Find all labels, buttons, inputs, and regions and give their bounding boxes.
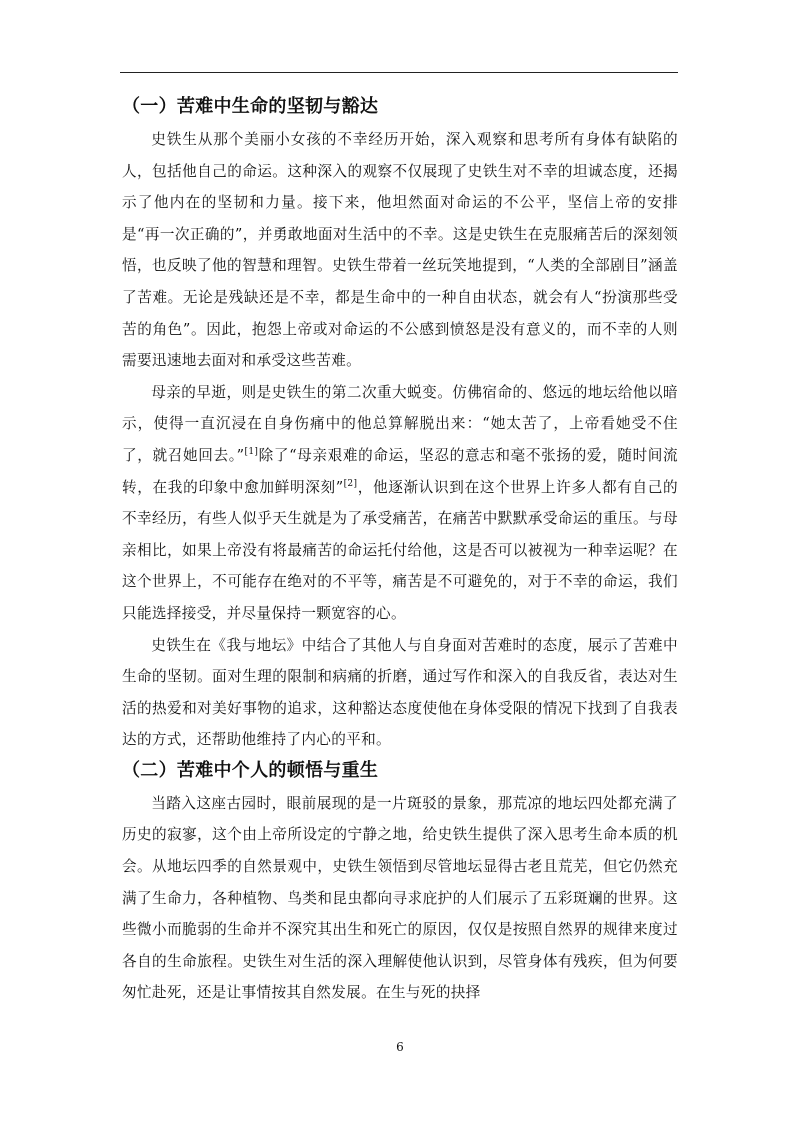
paragraph-2	[122, 377, 678, 630]
paragraph-2-text-b: 除了“母亲艰难的命运，坚忍的意志和毫不张扬的爱，随时间流转，在我的印象中愈加鲜明深刻”	[122, 446, 678, 496]
page-body	[122, 92, 678, 1009]
paragraph-1: 史铁生从那个美丽小女孩的不幸经历开始，深入观察和思考所有身体有缺陷的人，包括他自己的命运。这种深入的观察不仅展现了史铁生对不幸的坦诚态度，还揭示了他内在的坚韧和力量。接下来，他坦然面对命运的不公平，坚信上帝的安排是“再一次正确的”，并勇敢地面对生活中的不幸。这是史铁生在克服痛苦后的深刻领悟，也反映了他的智慧和理智。史铁生带着一丝玩笑地提到，“人类的全部剧目”涵盖了苦难。无论是残缺还是不幸，都是生命中的一种自由状态，就会有人“扮演那些受苦的角色”。因此，抱怨上帝或对命运的不公感到愤怒是没有意义的，而不幸的人则需要迅速地去面对和承受这些苦难。	[122, 131, 678, 370]
header-rule	[120, 72, 678, 73]
paragraph-4: 当踏入这座古园时，眼前展现的是一片斑驳的景象，那荒凉的地坛四处都充满了历史的寂寥，这个由上帝所设定的宁静之地，给史铁生提供了深入思考生命本质的机会。从地坛四季的自然景观中，史铁生领悟到尽管地坛显得古老且荒芜，但它仍然充满了生命力，各种植物、鸟类和昆虫都向寻求庇护的人们展示了五彩斑斓的世界。这些微小而脆弱的生命并不深究其出生和死亡的原因，仅仅是按照自然界的规律来度过各自的生命旅程。史铁生对生活的深入理解使他认识到，尽管身体有残疾，但为何要匆忙赴死，还是让事情按其自然发展。在生与死的抉择	[122, 794, 678, 1002]
paragraph-2-text-a: 母亲的早逝，则是史铁生的第二次重大蜕变。仿佛宿命的、悠远的地坛给他以暗示，使得一直沉浸在自身伤痛中的他总算解脱出来：“她太苦了，上帝看她受不住了，就召她回去。”	[122, 383, 678, 464]
paragraph-2-text-c: ，他逐渐认识到在这个世界上许多人都有自己的不幸经历，有些人似乎天生就是为了承受痛苦，在痛苦中默默承受命运的重压。与母亲相比，如果上帝没有将最痛苦的命运托付给他，这是否可以被视为一种幸运呢？在这个世界上，不可能存在绝对的不平等，痛苦是不可避免的，对于不幸的命运，我们只能选择接受，并尽量保持一颗宽容的心。	[122, 478, 678, 622]
paragraph-3: 史铁生在《我与地坛》中结合了其他人与自身面对苦难时的态度，展示了苦难中生命的坚韧。面对生理的限制和病痛的折磨，通过写作和深入的自我反省，表达对生活的热爱和对美好事物的追求，这种豁达态度使他在身体受限的情况下找到了自我表达的方式，还帮助他维持了内心的平和。	[122, 636, 678, 749]
citation-ref-1: [1]	[244, 447, 259, 458]
section-heading-1: （一）苦难中生命的坚韧与豁达	[122, 96, 379, 117]
page-number: 6	[396, 1040, 404, 1054]
citation-ref-2: [2]	[343, 478, 358, 489]
section-heading-2: （二）苦难中个人的顿悟与重生	[122, 759, 379, 781]
